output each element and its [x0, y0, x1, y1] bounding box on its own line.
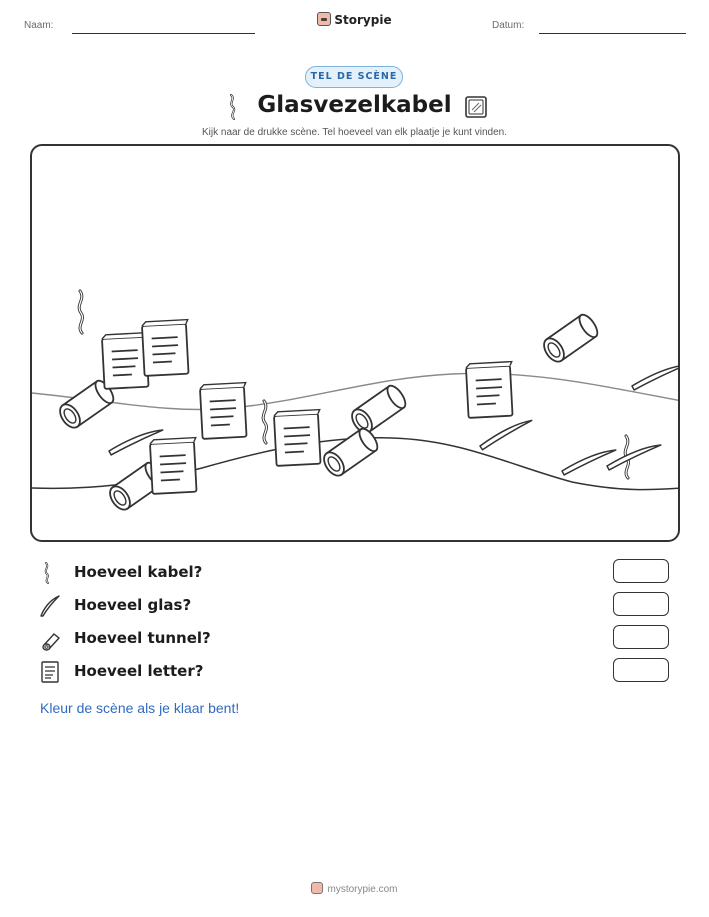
scene-glass-5 [606, 427, 661, 486]
question-label: Hoeveel tunnel? [74, 629, 211, 647]
question-row-letter [38, 658, 678, 688]
answer-box-letter[interactable] [613, 658, 669, 682]
cable-icon [38, 561, 62, 585]
answer-box-tunnel[interactable] [613, 625, 669, 649]
question-row-tunnel [38, 625, 678, 655]
glass-icon [38, 594, 62, 618]
storypie-logo-icon [311, 882, 323, 894]
question-label: Hoeveel kabel? [74, 563, 203, 581]
scene-letter-5 [274, 410, 323, 466]
storypie-logo-icon [317, 12, 331, 26]
colour-instruction: Kleur de scène als je klaar bent! [40, 700, 240, 716]
tunnel-icon [38, 627, 62, 651]
name-line[interactable] [72, 33, 255, 34]
scene-tunnel-3 [348, 383, 409, 436]
instructions: Kijk naar de drukke scène. Tel hoeveel van elk plaatje je kunt vinden. [201, 127, 507, 138]
scene-tunnel-4 [320, 426, 381, 479]
question-label: Hoeveel letter? [74, 662, 204, 680]
date-line[interactable] [539, 33, 686, 34]
brand [0, 12, 709, 27]
scene-glass-4 [631, 347, 680, 406]
name-label: Naam: [24, 20, 54, 31]
answer-box-cable[interactable] [613, 559, 669, 583]
footer [0, 882, 709, 895]
scene-letter-4 [150, 438, 199, 494]
glass-panel-icon [464, 95, 488, 119]
question-row-glass [38, 592, 678, 622]
scene-glass-3 [561, 432, 616, 491]
scene-drawing [32, 146, 680, 542]
scene-letter-6 [466, 362, 515, 418]
scene-cable-1 [79, 291, 82, 333]
scene-letter-2 [142, 320, 191, 376]
activity-badge: TEL DE SCÈNE [305, 66, 403, 88]
page-title: Glasvezelkabel [257, 92, 452, 118]
brand-name: Storypie [334, 13, 392, 27]
scene-tunnel-2 [540, 312, 601, 365]
question-row-cable [38, 559, 678, 589]
date-label: Datum: [492, 20, 525, 31]
scene-cable-2 [263, 401, 266, 443]
answer-box-glass[interactable] [613, 592, 669, 616]
question-label: Hoeveel glas? [74, 596, 192, 614]
scene-letter-3 [200, 383, 249, 439]
scene-frame[interactable] [30, 144, 680, 542]
footer-url[interactable]: mystorypie.com [327, 884, 398, 895]
letter-icon [38, 660, 62, 684]
